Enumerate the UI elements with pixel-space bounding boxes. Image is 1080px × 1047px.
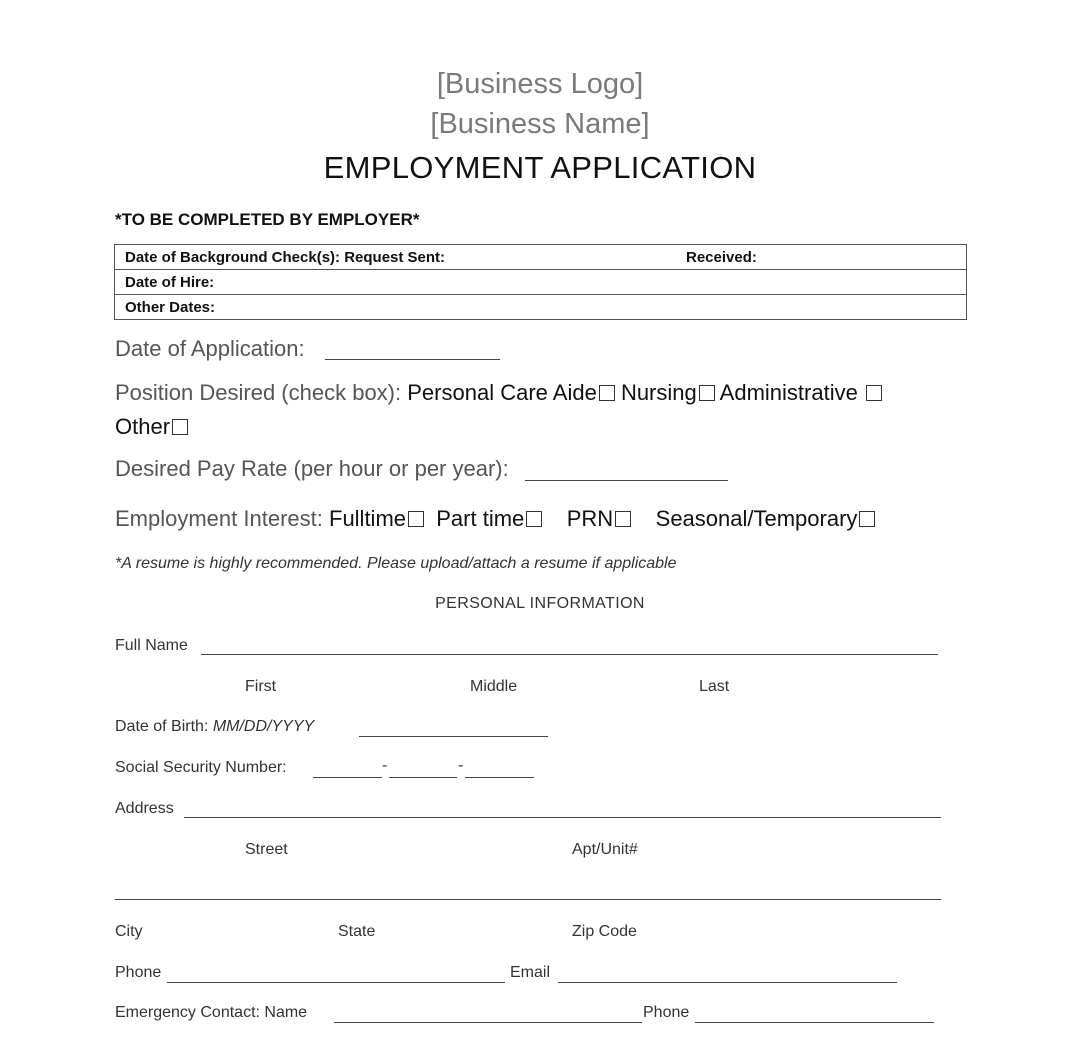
emergency-phone-field[interactable] bbox=[695, 1022, 934, 1023]
email-label: Email bbox=[510, 964, 551, 981]
ssn-label: Social Security Number: bbox=[115, 759, 287, 776]
interest-seasonal-label: Seasonal/Temporary bbox=[655, 506, 858, 531]
checkbox-prn[interactable] bbox=[615, 511, 631, 527]
checkbox-other[interactable] bbox=[172, 419, 188, 435]
other-dates-row bbox=[115, 294, 966, 319]
business-logo-placeholder: [Business Logo] bbox=[436, 68, 644, 100]
dob-field[interactable] bbox=[359, 736, 548, 737]
employer-note: *TO BE COMPLETED BY EMPLOYER* bbox=[115, 210, 420, 229]
employment-interest-row bbox=[115, 506, 875, 532]
checkbox-nursing[interactable] bbox=[699, 385, 715, 401]
position-administrative-label: Administrative bbox=[719, 380, 858, 405]
position-desired-row bbox=[115, 380, 882, 406]
desired-pay-field[interactable] bbox=[525, 480, 728, 481]
employer-table bbox=[114, 244, 967, 320]
date-of-application-field[interactable] bbox=[325, 359, 500, 360]
emergency-contact-name-field[interactable] bbox=[334, 1022, 642, 1023]
interest-prn-label: PRN bbox=[566, 506, 614, 531]
date-of-hire-row bbox=[115, 269, 966, 294]
dob-label: Date of Birth: bbox=[115, 718, 209, 735]
apt-unit-caption: Apt/Unit# bbox=[572, 841, 638, 858]
personal-info-title: PERSONAL INFORMATION bbox=[435, 595, 645, 612]
last-name-caption: Last bbox=[699, 678, 730, 695]
email-field[interactable] bbox=[558, 982, 897, 983]
zip-code-caption: Zip Code bbox=[572, 923, 637, 940]
address-city-field[interactable] bbox=[115, 899, 941, 900]
dob-row bbox=[115, 718, 314, 736]
address-street-field[interactable] bbox=[184, 817, 941, 818]
checkbox-personal-care-aide[interactable] bbox=[599, 385, 615, 401]
ssn-field-part1[interactable] bbox=[313, 777, 382, 778]
checkbox-administrative[interactable] bbox=[866, 385, 882, 401]
checkbox-fulltime[interactable] bbox=[408, 511, 424, 527]
emergency-contact-label: Emergency Contact: Name bbox=[115, 1004, 308, 1021]
desired-pay-label: Desired Pay Rate (per hour or per year): bbox=[115, 456, 509, 481]
position-personal-care-aide-label: Personal Care Aide bbox=[407, 380, 597, 405]
position-nursing-label: Nursing bbox=[620, 380, 697, 405]
full-name-label: Full Name bbox=[115, 637, 188, 654]
background-check-label: Date of Background Check(s): Request Sent: bbox=[125, 249, 446, 266]
emergency-phone-label: Phone bbox=[643, 1004, 690, 1021]
middle-name-caption: Middle bbox=[470, 678, 518, 695]
phone-field[interactable] bbox=[167, 982, 505, 983]
position-other-row bbox=[115, 414, 188, 440]
business-name-placeholder: [Business Name] bbox=[430, 108, 650, 140]
checkbox-part-time[interactable] bbox=[526, 511, 542, 527]
ssn-dash-2: - bbox=[458, 757, 464, 774]
dob-format-hint: MM/DD/YYYY bbox=[212, 718, 315, 735]
page-title: EMPLOYMENT APPLICATION bbox=[323, 150, 757, 185]
background-check-row bbox=[115, 245, 966, 269]
checkbox-seasonal[interactable] bbox=[859, 511, 875, 527]
other-dates-label: Other Dates: bbox=[125, 299, 216, 316]
interest-part-time-label: Part time bbox=[436, 506, 525, 531]
full-name-field[interactable] bbox=[201, 654, 938, 655]
city-caption: City bbox=[115, 923, 143, 940]
ssn-field-part3[interactable] bbox=[465, 777, 534, 778]
employment-interest-label: Employment Interest: bbox=[115, 506, 323, 531]
date-of-application-label: Date of Application: bbox=[115, 336, 305, 361]
interest-fulltime-label: Fulltime bbox=[329, 506, 407, 531]
position-desired-label: Position Desired (check box): bbox=[115, 380, 402, 405]
ssn-field-part2[interactable] bbox=[389, 777, 457, 778]
received-label: Received: bbox=[686, 249, 757, 266]
first-name-caption: First bbox=[245, 678, 277, 695]
ssn-dash-1: - bbox=[382, 757, 388, 774]
address-label: Address bbox=[115, 800, 174, 817]
phone-label: Phone bbox=[115, 964, 162, 981]
state-caption: State bbox=[338, 923, 376, 940]
street-caption: Street bbox=[245, 841, 288, 858]
resume-note: *A resume is highly recommended. Please upload/attach a resume if applicable bbox=[115, 555, 677, 572]
date-of-hire-label: Date of Hire: bbox=[125, 274, 215, 291]
position-other-label: Other bbox=[115, 414, 171, 439]
